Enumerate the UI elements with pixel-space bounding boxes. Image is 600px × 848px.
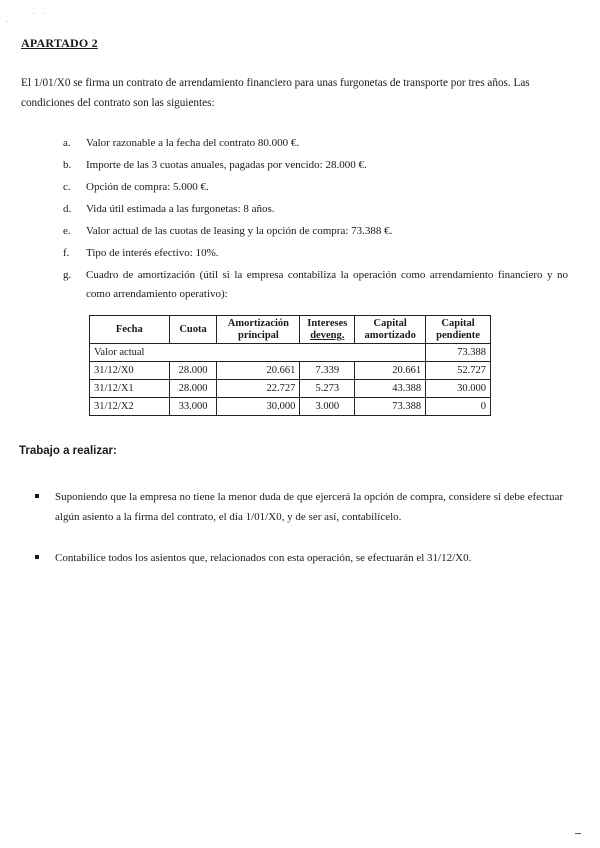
table-row-valor-actual: [90, 344, 491, 362]
table-cell: 7.339: [300, 362, 355, 380]
table-row: [90, 380, 491, 398]
intro-paragraph: El 1/01/X0 se firma un contrato de arrendamiento financiero para unas furgonetas de transporte por tres años. Las condiciones del contrato son las siguientes:: [21, 77, 530, 109]
table-cell: 28.000: [169, 362, 217, 380]
column-header-amortizacion: [217, 316, 300, 344]
table-cell: 0: [426, 398, 491, 416]
table-cell: 33.000: [169, 398, 217, 416]
amortization-table: [89, 315, 491, 416]
table-row: [90, 398, 491, 416]
table-cell: 5.273: [300, 380, 355, 398]
header-line: Capital: [441, 317, 475, 329]
item-text: Vida útil estimada a las furgonetas: 8 años.: [86, 203, 275, 215]
table-cell: 31/12/X2: [90, 398, 170, 416]
list-item: [63, 178, 568, 197]
header-line: Amortización: [227, 317, 290, 329]
tasks-heading: Trabajo a realizar:: [19, 445, 117, 457]
list-item: [63, 266, 568, 304]
table-cell: 73.388: [355, 398, 426, 416]
table-cell: 30.000: [217, 398, 300, 416]
list-item: [35, 487, 563, 527]
header-line: principal: [237, 329, 279, 341]
scan-mark: [575, 833, 581, 834]
item-letter: d.: [63, 203, 72, 215]
header-line: deveng.: [310, 329, 345, 341]
list-item: [63, 222, 568, 241]
list-item: [63, 244, 568, 263]
item-letter: f.: [63, 247, 70, 259]
bullet-icon: [35, 555, 39, 559]
item-text: Valor razonable a la fecha del contrato 80.000 €.: [86, 137, 300, 149]
table-cell: 31/12/X0: [90, 362, 170, 380]
list-item: [63, 156, 568, 175]
table-row: [90, 362, 491, 380]
section-heading: APARTADO 2: [21, 36, 98, 50]
table-cell: 73.388: [426, 344, 491, 362]
table-cell: 20.661: [217, 362, 300, 380]
task-text: Suponiendo que la empresa no tiene la menor duda de que ejercerá la opción de compra, considere si debe efectuar algún asiento a la firma del contrato, el día 1/01/X0, y de ser así, contabilícelo.: [55, 491, 563, 523]
task-text: Contabilice todos los asientos que, relacionados con esta operación, se efectuarán el 31/12/X0.: [55, 552, 472, 564]
table-cell: Valor actual: [90, 344, 426, 362]
table-header-row: [90, 316, 491, 344]
list-item: [35, 548, 563, 568]
item-letter: e.: [63, 225, 71, 237]
table-cell: 22.727: [217, 380, 300, 398]
column-header-fecha: Fecha: [90, 316, 170, 344]
item-text: Cuadro de amortización (útil si la empresa contabiliza la operación como arrendamiento financiero y no como arrendamiento operativo):: [86, 269, 568, 300]
list-item: [63, 200, 568, 219]
scan-speck: ·: [6, 18, 9, 26]
tasks-list: [35, 487, 563, 568]
item-text: Valor actual de las cuotas de leasing y la opción de compra: 73.388 €.: [86, 225, 393, 237]
list-item: [63, 134, 568, 153]
item-text: Opción de compra: 5.000 €.: [86, 181, 209, 193]
item-text: Importe de las 3 cuotas anuales, pagadas por vencido: 28.000 €.: [86, 159, 367, 171]
column-header-intereses: [300, 316, 355, 344]
scan-speck: ˋ: [42, 12, 45, 20]
item-letter: g.: [63, 269, 72, 281]
column-header-cuota: Cuota: [169, 316, 217, 344]
table-cell: 28.000: [169, 380, 217, 398]
item-letter: b.: [63, 159, 72, 171]
header-line: Capital: [373, 317, 407, 329]
scan-speck: ·: [32, 10, 35, 18]
table-cell: 3.000: [300, 398, 355, 416]
header-line: amortizado: [364, 329, 416, 341]
item-letter: a.: [63, 137, 71, 149]
table-cell: 31/12/X1: [90, 380, 170, 398]
table-cell: 30.000: [426, 380, 491, 398]
table-cell: 20.661: [355, 362, 426, 380]
item-letter: c.: [63, 181, 71, 193]
table-cell: 52.727: [426, 362, 491, 380]
conditions-list: [63, 134, 568, 307]
item-text: Tipo de interés efectivo: 10%.: [86, 247, 219, 259]
column-header-capital-pendiente: [426, 316, 491, 344]
column-header-capital-amortizado: [355, 316, 426, 344]
header-line: pendiente: [436, 329, 480, 341]
table-cell: 43.388: [355, 380, 426, 398]
bullet-icon: [35, 494, 39, 498]
header-line: Intereses: [307, 317, 348, 329]
